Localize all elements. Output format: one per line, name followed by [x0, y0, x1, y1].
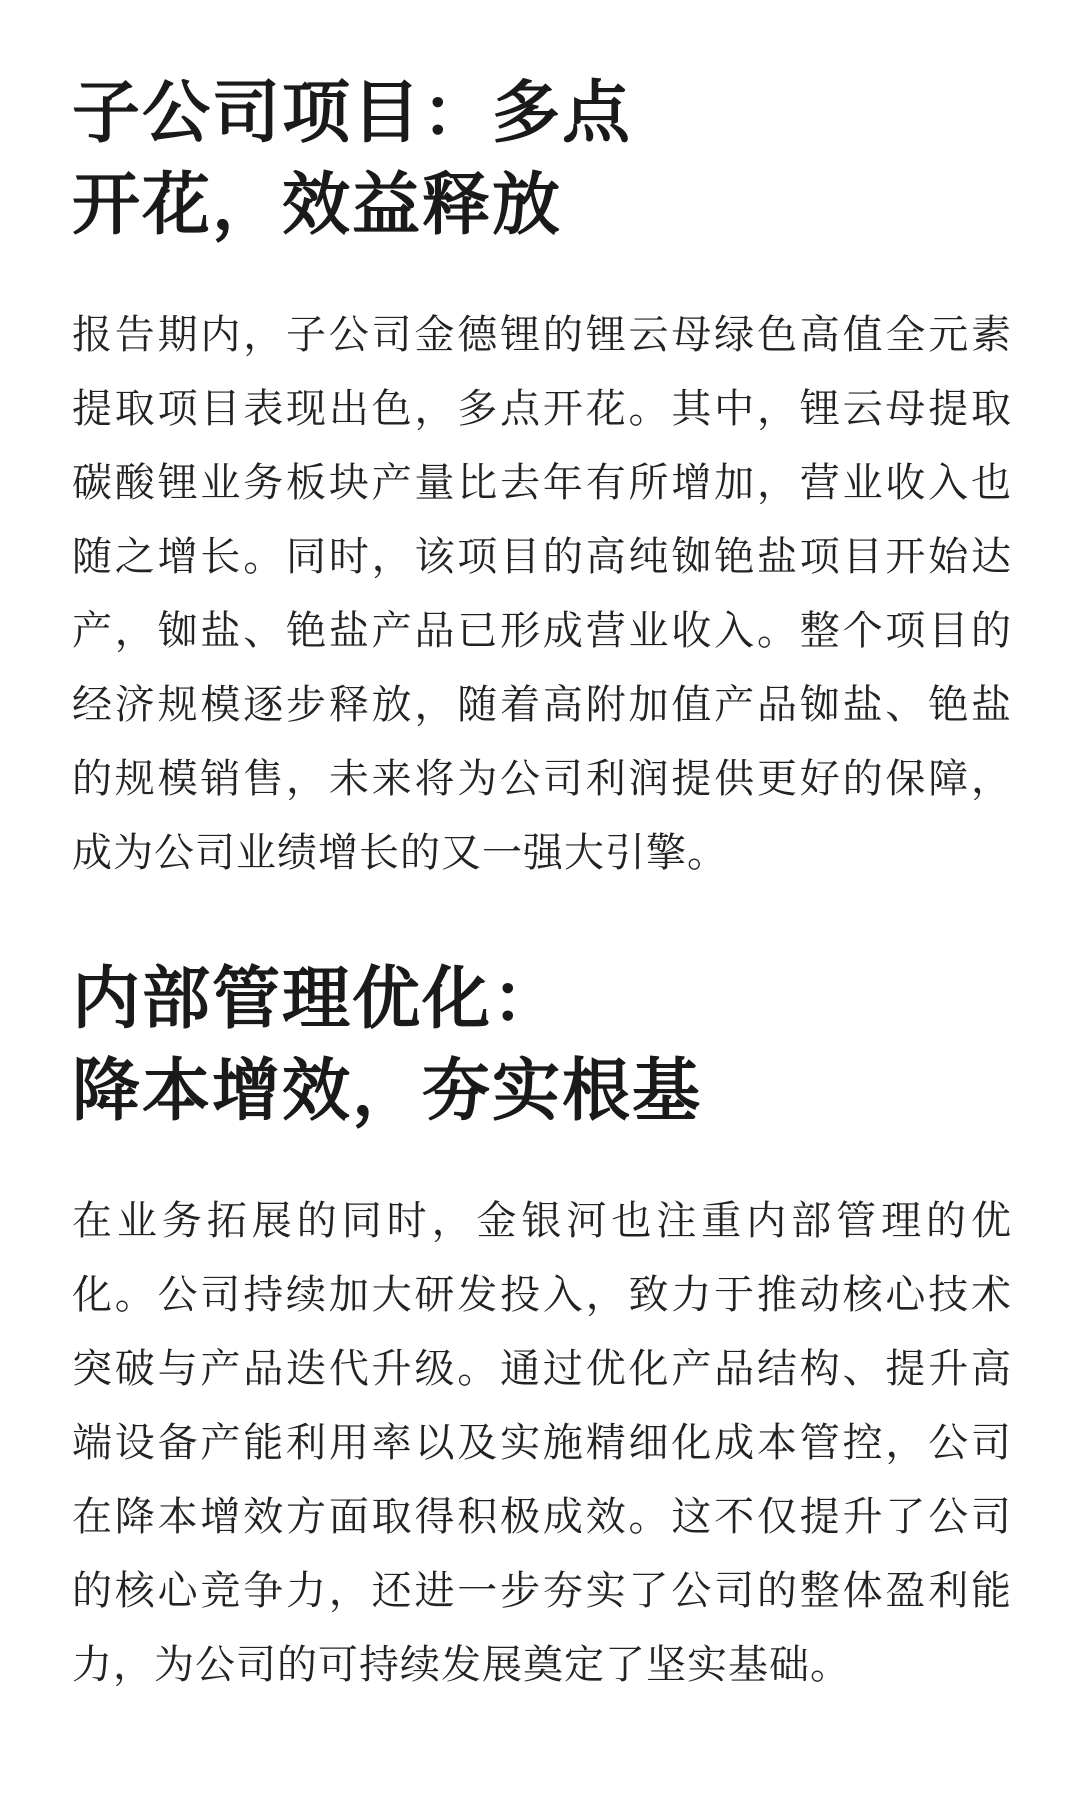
paragraph-line: 的规模销售，未来将为公司利润提供更好的保障， [72, 756, 1012, 802]
paragraph-line: 报告期内，子公司金德锂的锂云母绿色高值全元素 [72, 312, 1012, 358]
paragraph-line: 力，为公司的可持续发展奠定了坚实基础。 [72, 1642, 851, 1688]
heading-line: 内部管理优化： [72, 960, 563, 1039]
section-heading [72, 954, 1012, 1138]
paragraph-line: 经济规模逐步释放，随着高附加值产品铷盐、铯盐 [72, 682, 1012, 728]
paragraph-line: 在业务拓展的同时，金银河也注重内部管理的优 [72, 1198, 1012, 1244]
paragraph-line: 成为公司业绩增长的又一强大引擎。 [72, 830, 728, 876]
heading-line: 子公司项目：多点 [72, 74, 633, 153]
paragraph-line: 提取项目表现出色，多点开花。其中，锂云母提取 [72, 386, 1012, 432]
article [72, 68, 1012, 1702]
section-internal-management [72, 954, 1012, 1702]
heading-line: 开花，效益释放 [72, 166, 563, 245]
section-heading [72, 68, 1012, 252]
paragraph-line: 突破与产品迭代升级。通过优化产品结构、提升高 [72, 1346, 1012, 1392]
paragraph-line: 端设备产能利用率以及实施精细化成本管控，公司 [72, 1420, 1012, 1466]
paragraph-line: 在降本增效方面取得积极成效。这不仅提升了公司 [72, 1494, 1012, 1540]
paragraph-line: 随之增长。同时，该项目的高纯铷铯盐项目开始达 [72, 534, 1012, 580]
paragraph-line: 化。公司持续加大研发投入，致力于推动核心技术 [72, 1272, 1012, 1318]
paragraph-line: 碳酸锂业务板块产量比去年有所增加，营业收入也 [72, 460, 1012, 506]
paragraph-line: 的核心竞争力，还进一步夯实了公司的整体盈利能 [72, 1568, 1012, 1614]
paragraph-line: 产，铷盐、铯盐产品已形成营业收入。整个项目的 [72, 608, 1012, 654]
heading-line: 降本增效，夯实根基 [72, 1052, 703, 1131]
section-paragraph [72, 298, 1012, 890]
section-paragraph [72, 1184, 1012, 1702]
section-subsidiary-projects [72, 68, 1012, 890]
